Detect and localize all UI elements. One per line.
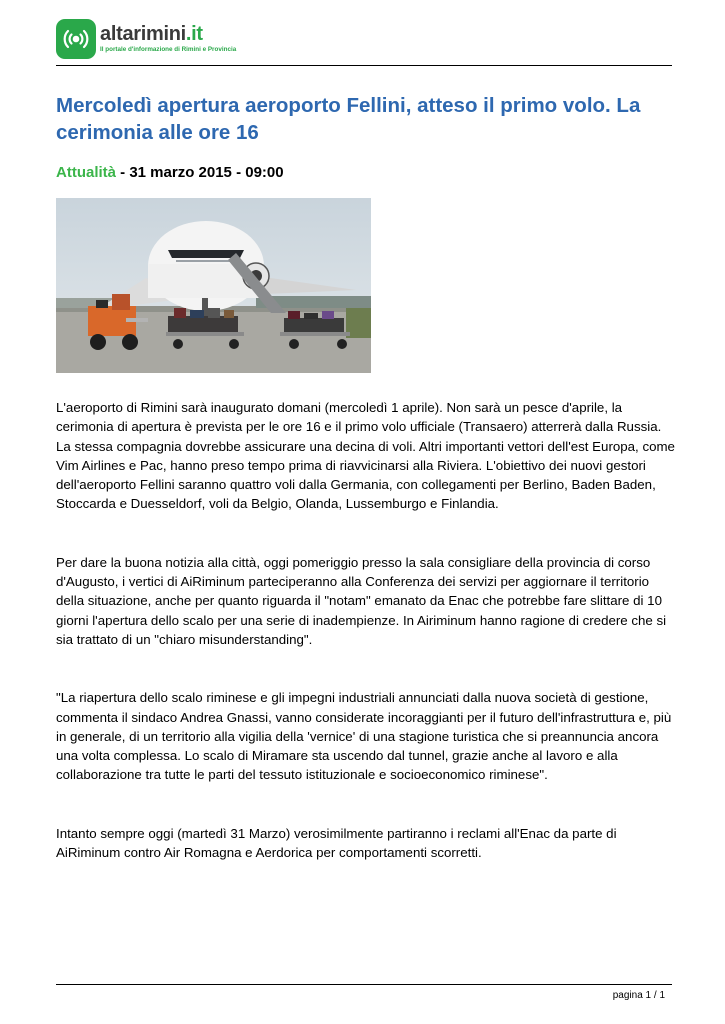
article-date: - 31 marzo 2015 - 09:00 bbox=[116, 164, 284, 181]
article-paragraph: Per dare la buona notizia alla città, oggi pomeriggio presso la sala consigliare della provincia di corso d'Augusto, i vertici di AiRiminum parteciperanno alla Conferenza dei servizi per aggiornare il territorio della situazione, anche per quanto riguarda il "notam" emanato da Enac che potrebbe fare slittare di 10 giorni l'apertura dello scalo per una serie di inadempienze. In Airiminum hanno ragione di credere che si sia trattato di un "chiaro misunderstanding". bbox=[56, 554, 667, 647]
article-body bbox=[56, 398, 676, 901]
broadcast-icon bbox=[56, 19, 96, 59]
article-meta bbox=[56, 164, 284, 181]
site-name-tld: .it bbox=[185, 23, 203, 46]
site-name-main: altarimini bbox=[100, 23, 186, 46]
footer-divider bbox=[56, 984, 672, 985]
article-category[interactable]: Attualità bbox=[56, 164, 116, 181]
article-paragraph: "La riapertura dello scalo riminese e gli impegni industriali annunciati dalla nuova società di gestione, commenta il sindaco Andrea Gnassi, vanno considerate incoraggianti per il futuro dell'infrastruttura e, più in generale, di un territorio alla vigilia della 'vernice' di una stagione turistica che si preannuncia ancora una volta complessa. Lo scalo di Miramare sta uscendo dal tunnel, grazie anche al lavoro e alla collaborazione tra tutte le parti del tessuto istituzionale e socioeconomico riminese". bbox=[56, 690, 672, 783]
article-title: Mercoledì apertura aeroporto Fellini, atteso il primo volo. La cerimonia alle ore 16 bbox=[56, 94, 641, 144]
site-name bbox=[100, 24, 236, 44]
header-divider bbox=[56, 65, 672, 66]
page-number: pagina 1 / 1 bbox=[612, 990, 665, 1001]
site-tagline: Il portale d'informazione di Rimini e Provincia bbox=[100, 46, 237, 54]
article-paragraph: Intanto sempre oggi (martedì 31 Marzo) verosimilmente partiranno i reclami all'Enac da parte di AiRiminum contro Air Romagna e Aerdorica per comportamenti scorretti. bbox=[56, 825, 617, 861]
site-logo[interactable] bbox=[56, 19, 236, 59]
article-paragraph: L'aeroporto di Rimini sarà inaugurato domani (mercoledì 1 aprile). Non sarà un pesce d'aprile, la cerimonia di apertura è prevista per le ore 16 e il primo volo ufficiale (Transaero) atterrerà dalla Russia. La stessa compagnia dovrebbe assicurare una decina di voli. Altri importanti vettori dell'est Europa, come Vim Airlines e Pac, hanno preso tempo prima di riavvicinarsi alla Riviera. L'obiettivo dei nuovi gestori dell'aeroporto Fellini saranno quattro voli dalla Germania, con collegamenti per Berlino, Baden Baden, Stoccarda e Duesseldorf, voli da Belgio, Olanda, Lussemburgo e Finlandia. bbox=[56, 400, 675, 512]
article-photo bbox=[56, 198, 371, 373]
